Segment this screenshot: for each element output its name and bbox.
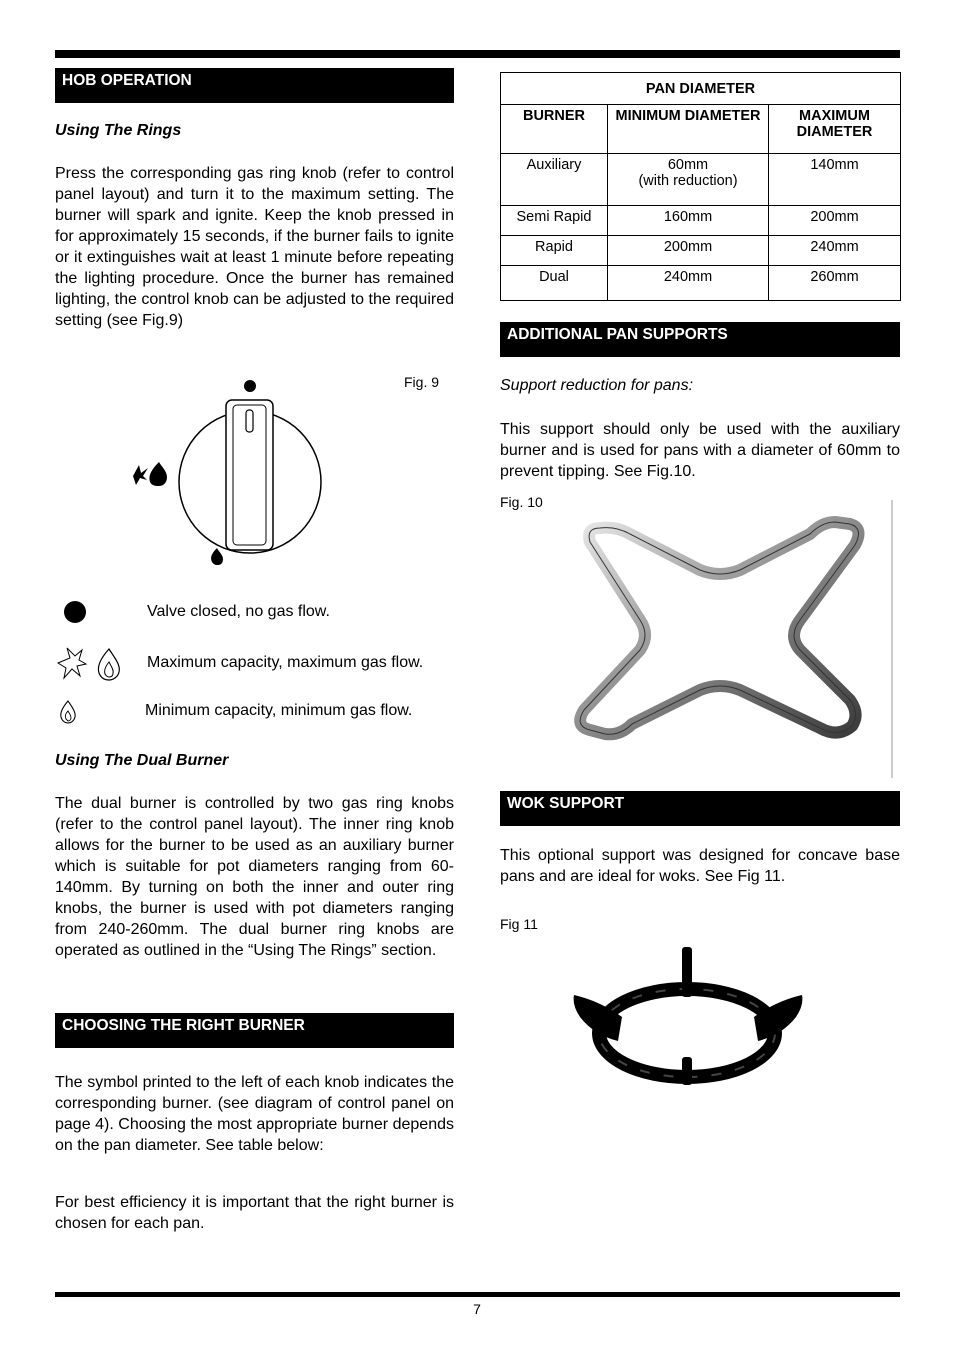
- min-flame-icon: [58, 699, 78, 725]
- closed-dot-icon: [63, 600, 87, 624]
- table-cell: 140mm: [769, 154, 901, 206]
- table-cell: 200mm: [769, 206, 901, 236]
- table-header-burner: BURNER: [501, 105, 608, 154]
- table-cell-note: (with reduction): [638, 173, 738, 189]
- knob-diagram: [125, 372, 335, 572]
- table-cell: 240mm: [608, 266, 769, 301]
- fig10-caption: Fig. 10: [500, 494, 543, 510]
- table-cell: Rapid: [501, 236, 608, 266]
- bottom-rule: [55, 1292, 900, 1297]
- support-reduction-subheading: Support reduction for pans:: [500, 377, 694, 394]
- wok-support-heading: WOK SUPPORT: [500, 791, 900, 826]
- max-flame-icon: [56, 646, 126, 682]
- table-cell: Auxiliary: [501, 154, 608, 206]
- table-cell-value: 60mm: [667, 157, 709, 173]
- choosing-burner-heading: CHOOSING THE RIGHT BURNER: [55, 1013, 454, 1048]
- dual-burner-subheading: Using The Dual Burner: [55, 752, 229, 769]
- choosing-burner-text-1: The symbol printed to the left of each knob indicates the corresponding burner. (see diagram of control panel on page 4). Choosing the most appropriate burner depends on the pan diameter. See table below:: [55, 1074, 454, 1154]
- min-position-icon: [211, 548, 223, 565]
- table-row: [501, 236, 901, 266]
- table-cell: 260mm: [769, 266, 901, 301]
- legend-max-text: Maximum capacity, maximum gas flow.: [147, 654, 424, 671]
- choosing-burner-text-2: For best efficiency it is important that the right burner is chosen for each pan.: [55, 1194, 454, 1232]
- table-header-min: MINIMUM DIAMETER: [608, 105, 769, 154]
- using-rings-text: Press the corresponding gas ring knob (refer to control panel layout) and turn it to the maximum setting. The burner will spark and ignite. Keep the knob pressed in for approximately 15 seconds, if the burner fails to ignite or it extinguishes wait at least 1 minute before repeating the lighting procedure. Once the burner has remained lighting, the control knob can be adjusted to the required setting (see Fig.9): [55, 165, 454, 329]
- page-number: 7: [473, 1301, 481, 1317]
- using-rings-subheading: Using The Rings: [55, 122, 182, 139]
- table-cell: Semi Rapid: [501, 206, 608, 236]
- table-cell: 200mm: [608, 236, 769, 266]
- table-row: [501, 206, 901, 236]
- table-header-max: MAXIMUM DIAMETER: [769, 105, 901, 154]
- off-dot-icon: [244, 380, 256, 392]
- pan-diameter-table: [500, 72, 901, 301]
- legend-min-text: Minimum capacity, minimum gas flow.: [145, 702, 413, 719]
- table-row: [501, 154, 901, 206]
- dual-burner-text: The dual burner is controlled by two gas ring knobs (refer to the control panel layout). The inner ring knob allows for the burner to be used as an auxiliary burner which is suitable for pot diameters ranging from 60-140mm. By turning on both the inner and outer ring knobs, the burner is used with pot diameters ranging from 240-260mm. The dual burner ring knobs are operated as outlined in the “Using The Rings” section.: [55, 795, 454, 959]
- top-rule: [55, 50, 900, 58]
- additional-supports-heading: ADDITIONAL PAN SUPPORTS: [500, 322, 900, 357]
- table-cell: 240mm: [769, 236, 901, 266]
- max-position-icon: [133, 462, 167, 486]
- wok-support-figure: [570, 945, 806, 1087]
- table-cell: 160mm: [608, 206, 769, 236]
- hob-operation-heading: HOB OPERATION: [55, 68, 454, 103]
- wok-support-text: This optional support was designed for concave base pans and are ideal for woks. See Fig 11.: [500, 847, 900, 885]
- fig9-caption: Fig. 9: [404, 374, 440, 390]
- support-reduction-text: This support should only be used with the auxiliary burner and is used for pans with a diameter of 60mm to prevent tipping. See Fig.10.: [500, 421, 900, 480]
- pan-reduction-support-figure: [560, 500, 900, 780]
- table-cell: Dual: [501, 266, 608, 301]
- fig11-caption: Fig 11: [500, 916, 538, 932]
- table-title: PAN DIAMETER: [501, 73, 901, 105]
- legend-closed-text: Valve closed, no gas flow.: [147, 603, 330, 620]
- table-cell: [608, 154, 769, 206]
- table-row: [501, 266, 901, 301]
